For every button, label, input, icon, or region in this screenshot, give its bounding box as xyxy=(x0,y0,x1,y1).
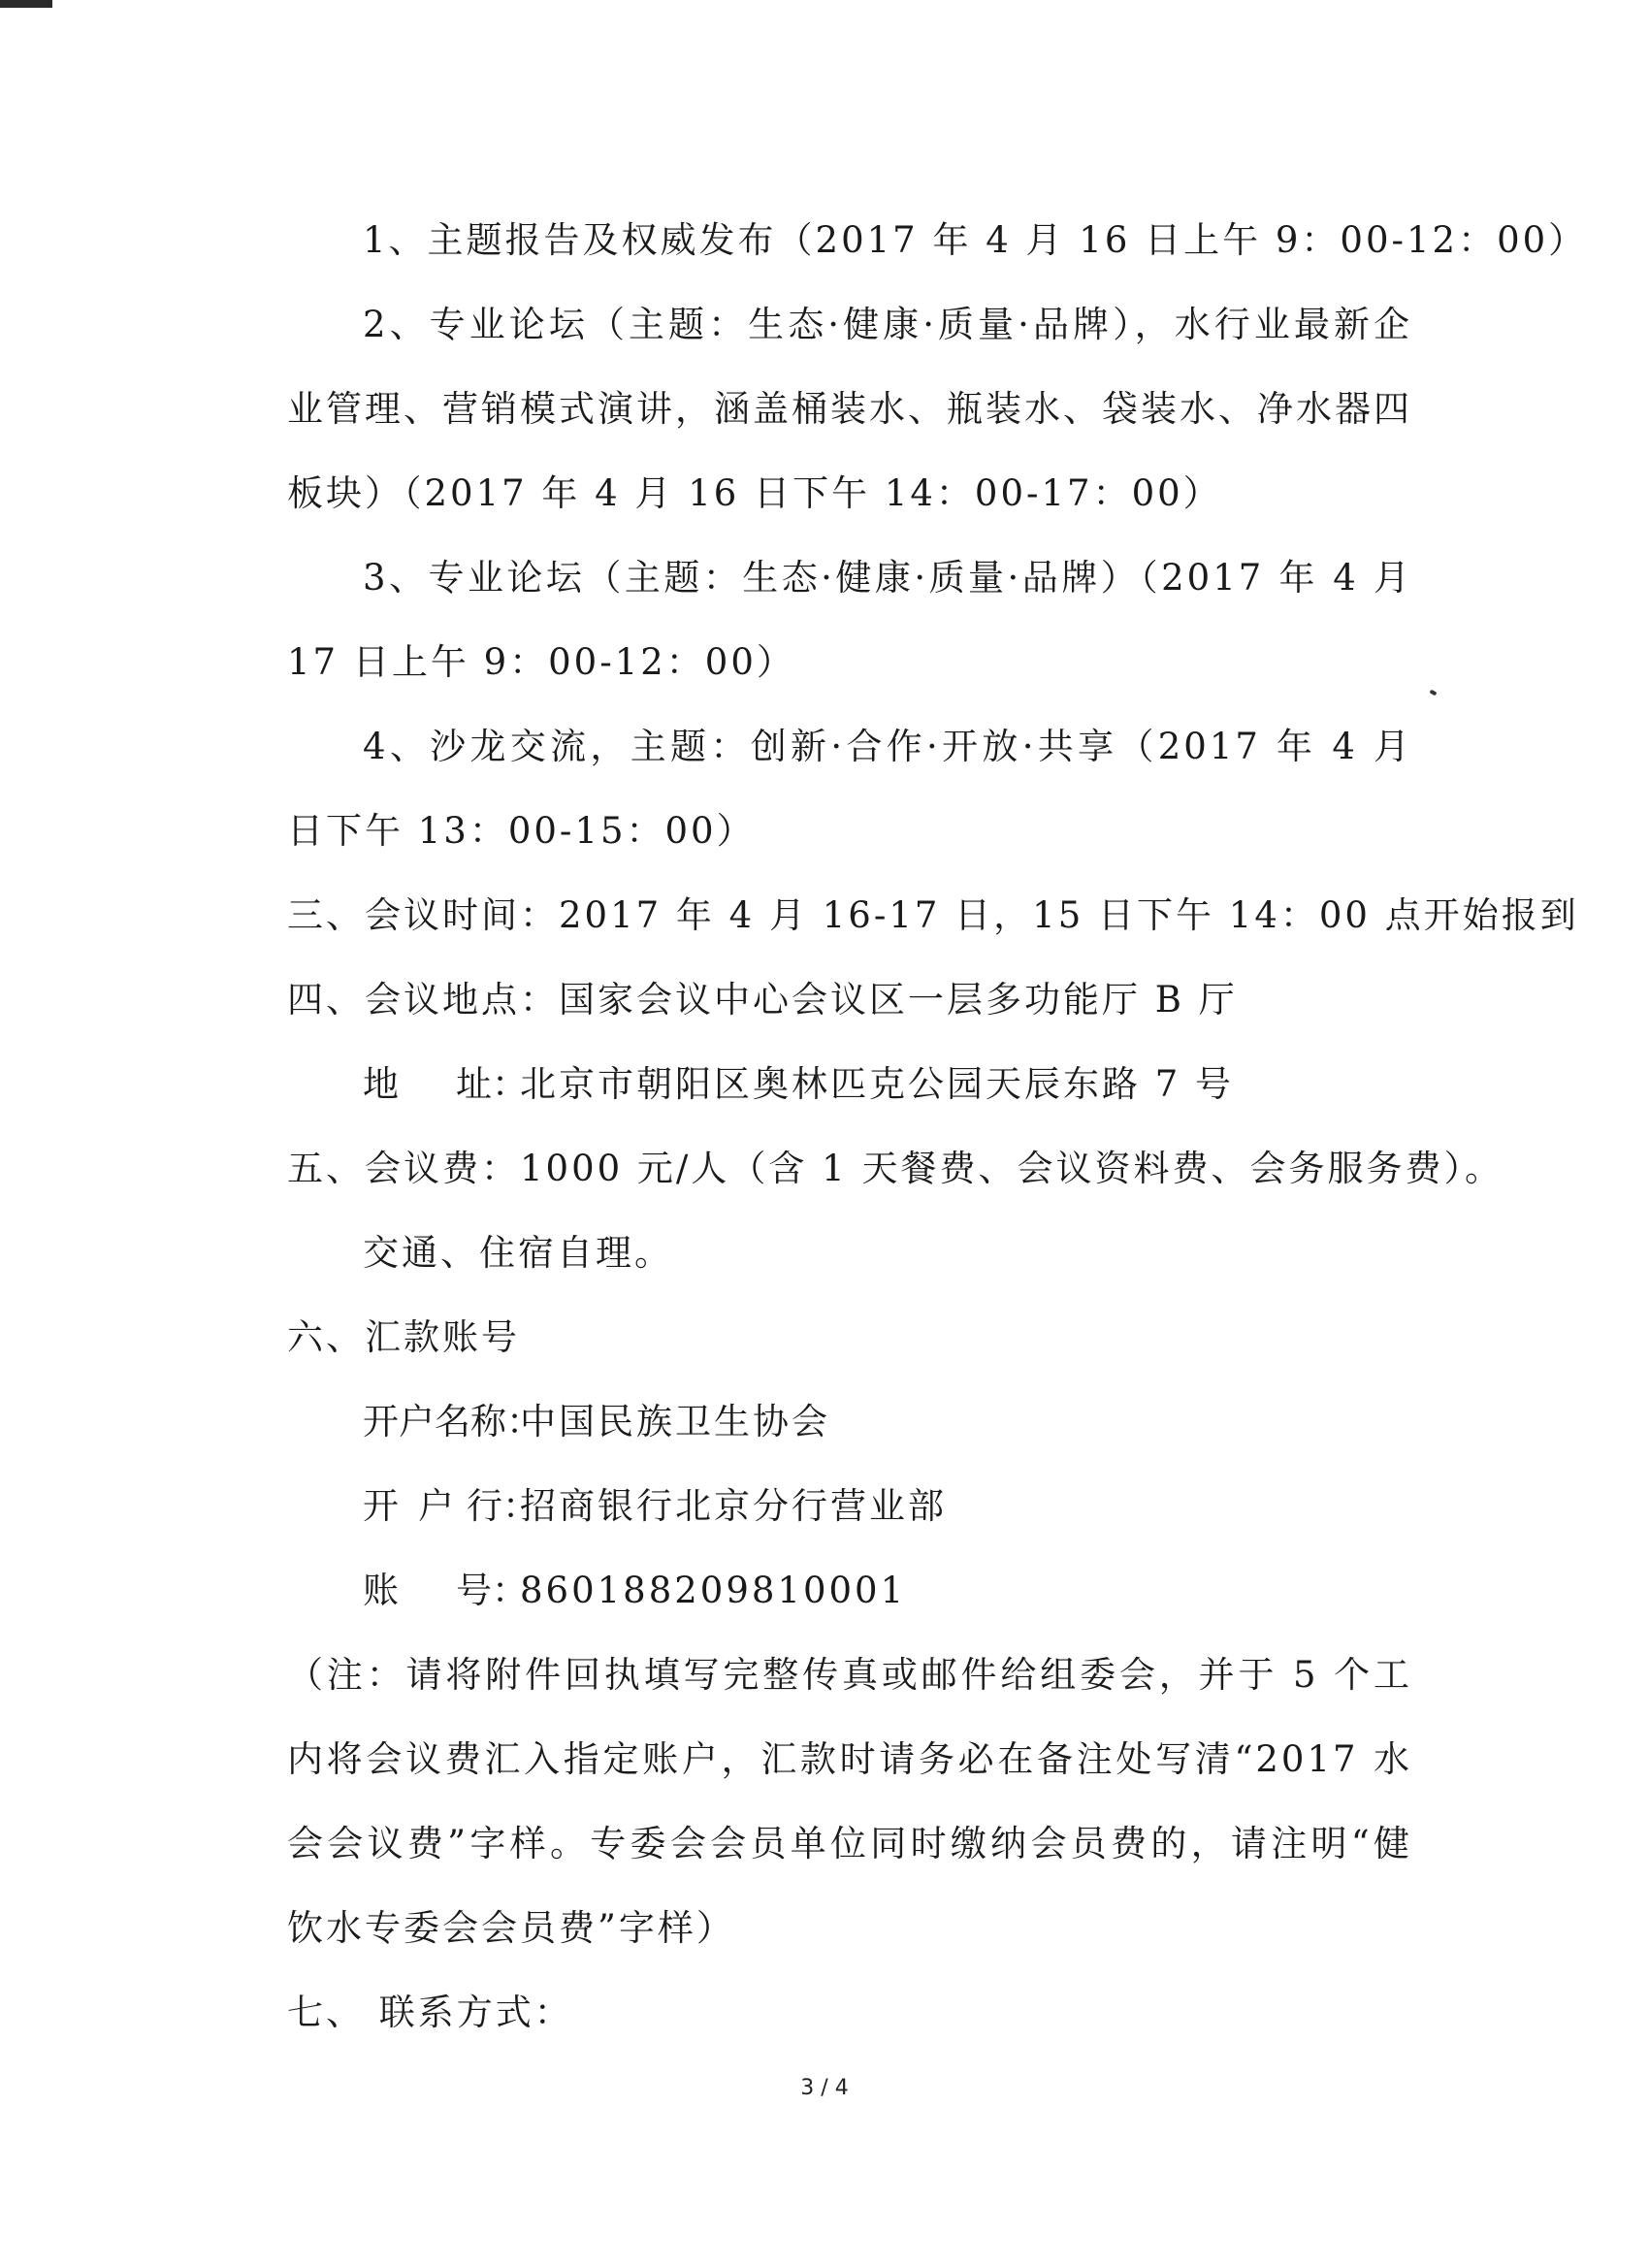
contact-heading: 七、 联系方式： xyxy=(287,1992,573,2033)
agenda-item-3-line-2: 17 日上午 9：00-12：00） xyxy=(287,641,795,683)
bank-label-char-1: 开 xyxy=(363,1485,399,1527)
agenda-item-2-line-3: 板块）（2017 年 4 月 16 日下午 14：00-17：00） xyxy=(287,472,1222,514)
bank-label xyxy=(363,1464,538,1548)
agenda-item-4-line-1: 4、沙龙交流，主题：创新·合作·开放·共享（2017 年 4 月 xyxy=(363,726,1412,767)
fee-line-1: 五、会议费：1000 元/人（含 1 天餐费、会议资料费、会务服务费）。 xyxy=(287,1148,1504,1189)
account-number-value: 860188209810001 xyxy=(520,1570,907,1611)
agenda-item-1: 1、主题报告及权威发布（2017 年 4 月 16 日上午 9：00-12：00） xyxy=(363,219,1588,261)
bank-label-char-3: 行： xyxy=(467,1485,538,1527)
bank-row xyxy=(287,1464,1412,1548)
account-name-value: 中国民族卫生协会 xyxy=(520,1401,830,1442)
account-number-label xyxy=(363,1548,528,1633)
agenda-item-4-line-2: 日下午 13：00-15：00） xyxy=(287,810,756,852)
bank-value: 招商银行北京分行营业部 xyxy=(520,1485,947,1527)
account-number-label-char-1: 账 xyxy=(363,1570,399,1611)
scan-edge-mark xyxy=(0,0,52,8)
address-label-char-1: 地 xyxy=(363,1063,399,1105)
meeting-venue: 四、会议地点：国家会议中心会议区一层多功能厅 B 厅 xyxy=(287,979,1238,1021)
address-label-char-2: 址： xyxy=(456,1063,528,1105)
address-value: 北京市朝阳区奥林匹克公园天辰东路 7 号 xyxy=(520,1063,1235,1105)
agenda-item-3-line-1: 3、专业论坛（主题：生态·健康·质量·品牌）（2017 年 4 月 xyxy=(363,557,1412,599)
bank-label-char-2: 户 xyxy=(418,1485,454,1527)
account-name-label: 开户名称： xyxy=(363,1401,542,1442)
note-line-3: 会会议费”字样。专委会会员单位同时缴纳会员费的，请注明“健 xyxy=(287,1823,1412,1864)
meeting-time: 三、会议时间：2017 年 4 月 16-17 日，15 日下午 14：00 点开始报到 xyxy=(287,894,1579,936)
remittance-heading: 六、汇款账号 xyxy=(287,1316,520,1358)
account-number-label-char-2: 号： xyxy=(456,1570,528,1611)
note-line-2: 内将会议费汇入指定账户，汇款时请务必在备注处写清“2017 水 xyxy=(287,1738,1412,1780)
fee-line-2: 交通、住宿自理。 xyxy=(363,1232,673,1274)
address-row xyxy=(287,1042,1412,1126)
scan-speck xyxy=(1429,690,1437,697)
note-line-4: 饮水专委会会员费”字样） xyxy=(287,1907,735,1949)
document-body xyxy=(287,198,1588,2055)
account-number-row xyxy=(287,1548,1412,1633)
address-label xyxy=(363,1042,528,1126)
account-name-row xyxy=(287,1379,1412,1464)
note-line-1: （注：请将附件回执填写完整传真或邮件给组委会，并于 5 个工 xyxy=(287,1654,1412,1696)
agenda-item-2-line-2: 业管理、营销模式演讲，涵盖桶装水、瓶装水、袋装水、净水器四 xyxy=(287,388,1412,430)
agenda-item-2-line-1: 2、专业论坛（主题：生态·健康·质量·品牌），水行业最新企 xyxy=(363,304,1412,345)
page-number: 3 / 4 xyxy=(800,2076,849,2100)
